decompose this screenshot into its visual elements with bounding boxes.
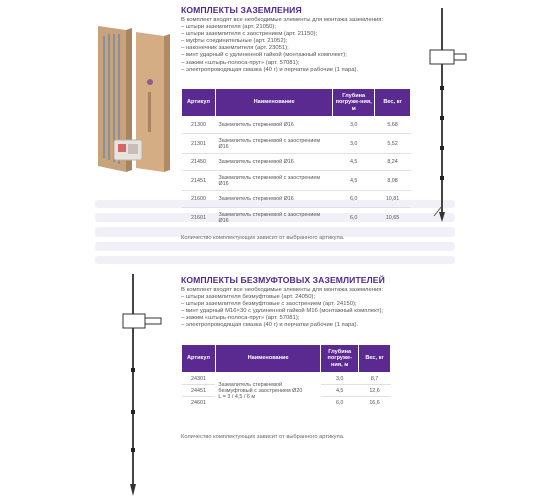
cell-depth: 3,0 — [333, 134, 375, 154]
cell-weight: 16,6 — [359, 397, 391, 409]
col-header-name: Наименование — [215, 345, 320, 373]
col-header-name: Наименование — [215, 89, 332, 117]
section1-note: Количество комплектующих зависит от выбранного артикула. — [181, 235, 345, 241]
cell-depth: 6,0 — [321, 397, 359, 409]
intro-line: – винт ударный с удлиненной гайкой (монтажный комплект); — [181, 52, 347, 59]
intro-line: – зажим «штырь-полоса-пруг» (арт. 57081); — [181, 315, 300, 322]
cell-name: Заземлитель стержневой Ø16 — [215, 154, 332, 171]
cell-article: 21450 — [182, 154, 216, 171]
cell-weight: 10,81 — [375, 191, 411, 208]
table-header-row — [182, 345, 391, 373]
table-row — [182, 154, 411, 171]
ground-rod-drawing — [420, 6, 470, 226]
cell-depth: 4,5 — [333, 171, 375, 191]
table-row — [182, 117, 411, 134]
intro-line: – штыри заземлителя с заострением (арт. 21150); — [181, 31, 318, 38]
cell-weight: 10,65 — [375, 208, 411, 228]
table-row — [182, 191, 411, 208]
cell-article: 21301 — [182, 134, 216, 154]
section2-note: Количество комплектующих зависит от выбранного артикула. — [181, 434, 345, 440]
cell-weight: 5,52 — [375, 134, 411, 154]
cell-name: Заземлитель стержневой с заострением Ø16 — [215, 134, 332, 154]
cell-name: Заземлитель стержневой с заострением Ø16 — [215, 208, 332, 228]
col-header-depth: Глубина погруже-ния, м — [321, 345, 359, 373]
intro-line: – штыри заземлителя (арт. 21050); — [181, 24, 277, 31]
watermark-stripe — [95, 242, 455, 251]
col-header-depth: Глубина погруже-ния, м — [333, 89, 375, 117]
cell-name-merged — [215, 373, 320, 409]
cell-article: 24601 — [182, 397, 216, 409]
intro-line: – винт ударный М16×30 с удлиненной гайкой М16 (монтажный комплект); — [181, 308, 384, 315]
cell-depth: 6,0 — [333, 208, 375, 228]
cell-weight: 8,08 — [375, 171, 411, 191]
table-row — [182, 373, 391, 385]
section1-intro — [181, 17, 383, 74]
ground-rod-drawing-2 — [115, 272, 165, 500]
cell-name: Заземлитель стержневой Ø16 — [215, 117, 332, 134]
cell-depth: 4,5 — [321, 385, 359, 397]
col-header-article: Артикул — [182, 345, 216, 373]
cell-article: 21300 — [182, 117, 216, 134]
intro-line: – штыри заземлителя безмуфтовые с заострением (арт. 24150); — [181, 301, 357, 308]
watermark-stripe — [95, 256, 455, 264]
intro-line: – зажим «штырь-полоса-пруг» (арт. 57081); — [181, 59, 300, 66]
cell-weight: 12,6 — [359, 385, 391, 397]
intro-line: – электропроводящая смазка (40 г) и перчатки рабочие (1 пара). — [181, 322, 359, 329]
intro-line: – электропроводящая смазка (40 г) и перчатки рабочие (1 пара). — [181, 66, 359, 73]
cell-article: 24451 — [182, 385, 216, 397]
cell-name: Заземлитель стержневой Ø16 — [215, 191, 332, 208]
cell-article: 21601 — [182, 208, 216, 228]
name-line: Заземлитель стержневой — [218, 381, 283, 388]
cell-depth: 4,5 — [333, 154, 375, 171]
cell-depth: 3,0 — [321, 373, 359, 385]
cell-weight: 8,7 — [359, 373, 391, 385]
section2-intro — [181, 287, 383, 330]
name-line: безмуфтовый с заострением Ø20 — [218, 387, 303, 394]
table-header-row — [182, 89, 411, 117]
cell-weight: 8,24 — [375, 154, 411, 171]
cell-name: Заземлитель стержневой с заострением Ø16 — [215, 171, 332, 191]
section2-table — [181, 344, 391, 409]
name-line: L = 3 / 4,5 / 6 м — [218, 393, 256, 400]
intro-line: В комплект входят все необходимые элементы для монтажа заземления: — [181, 17, 384, 23]
cell-article: 24301 — [182, 373, 216, 385]
table-row — [182, 134, 411, 154]
intro-line: – муфты соединительные (арт. 21052); — [181, 38, 288, 45]
product-box-image — [92, 22, 174, 172]
cell-article: 21451 — [182, 171, 216, 191]
cell-weight: 5,68 — [375, 117, 411, 134]
section1-table — [181, 88, 411, 228]
intro-line: В комплект входят все необходимые элементы для монтажа заземления: — [181, 287, 384, 293]
table-row — [182, 171, 411, 191]
col-header-article: Артикул — [182, 89, 216, 117]
table-row — [182, 208, 411, 228]
intro-line: – штыри заземлителя безмуфтовые (арт. 24050); — [181, 294, 316, 301]
cell-depth: 3,0 — [333, 117, 375, 134]
section1-title: КОМПЛЕКТЫ ЗАЗЕМЛЕНИЯ — [181, 5, 302, 15]
intro-line: – наконечник заземлителя (арт. 23051); — [181, 45, 289, 52]
cell-article: 21600 — [182, 191, 216, 208]
cell-depth: 6,0 — [333, 191, 375, 208]
section2-title: КОМПЛЕКТЫ БЕЗМУФТОВЫХ ЗАЗЕМЛИТЕЛЕЙ — [181, 275, 385, 285]
col-header-weight: Вес, кг — [359, 345, 391, 373]
col-header-weight: Вес, кг — [375, 89, 411, 117]
